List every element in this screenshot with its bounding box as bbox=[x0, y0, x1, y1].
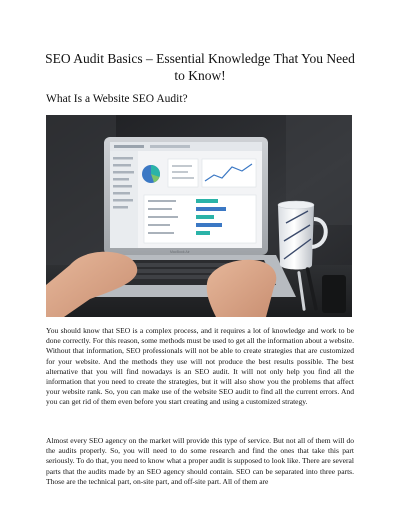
article-photo bbox=[46, 115, 352, 317]
paragraph-2: Almost every SEO agency on the market will provide this type of service. But not all of them will do the audits properly. So, you will need to do some research and find the ones that take this part seriously. To do that, you need to know what a proper audit is supposed to look like. There are several parts that the audits made by an SEO agency should contain. SEO can be separated into three parts. Those are the technical part, on-site part, and off-site part. All of them are bbox=[46, 436, 354, 486]
coffee-mug bbox=[278, 205, 314, 270]
laptop-photo-illustration bbox=[46, 115, 352, 317]
laptop-brand-label: MacBook Air bbox=[170, 250, 190, 254]
phone bbox=[322, 275, 346, 313]
section-heading: What Is a Website SEO Audit? bbox=[46, 93, 188, 105]
article-title: SEO Audit Basics – Essential Knowledge That You Need to Know! bbox=[45, 51, 355, 83]
paragraph-1: You should know that SEO is a complex process, and it requires a lot of knowledge and work to be done correctly. For this reason, some methods must be used to get all the information about a website. Without that information, SEO professionals will not be able to create strategies that are customized for your website. And the methods they use will not produce the best results possible. The best alternative that you will find nowadays is an SEO audit. It will not only help you find all the information that you need to create the strategies, but it will also show you the problems that affect your website rank. So, you can make use of the website SEO audit to find all the current errors. And you can get rid of them even before you start creating and using a customized strategy. bbox=[46, 326, 354, 407]
